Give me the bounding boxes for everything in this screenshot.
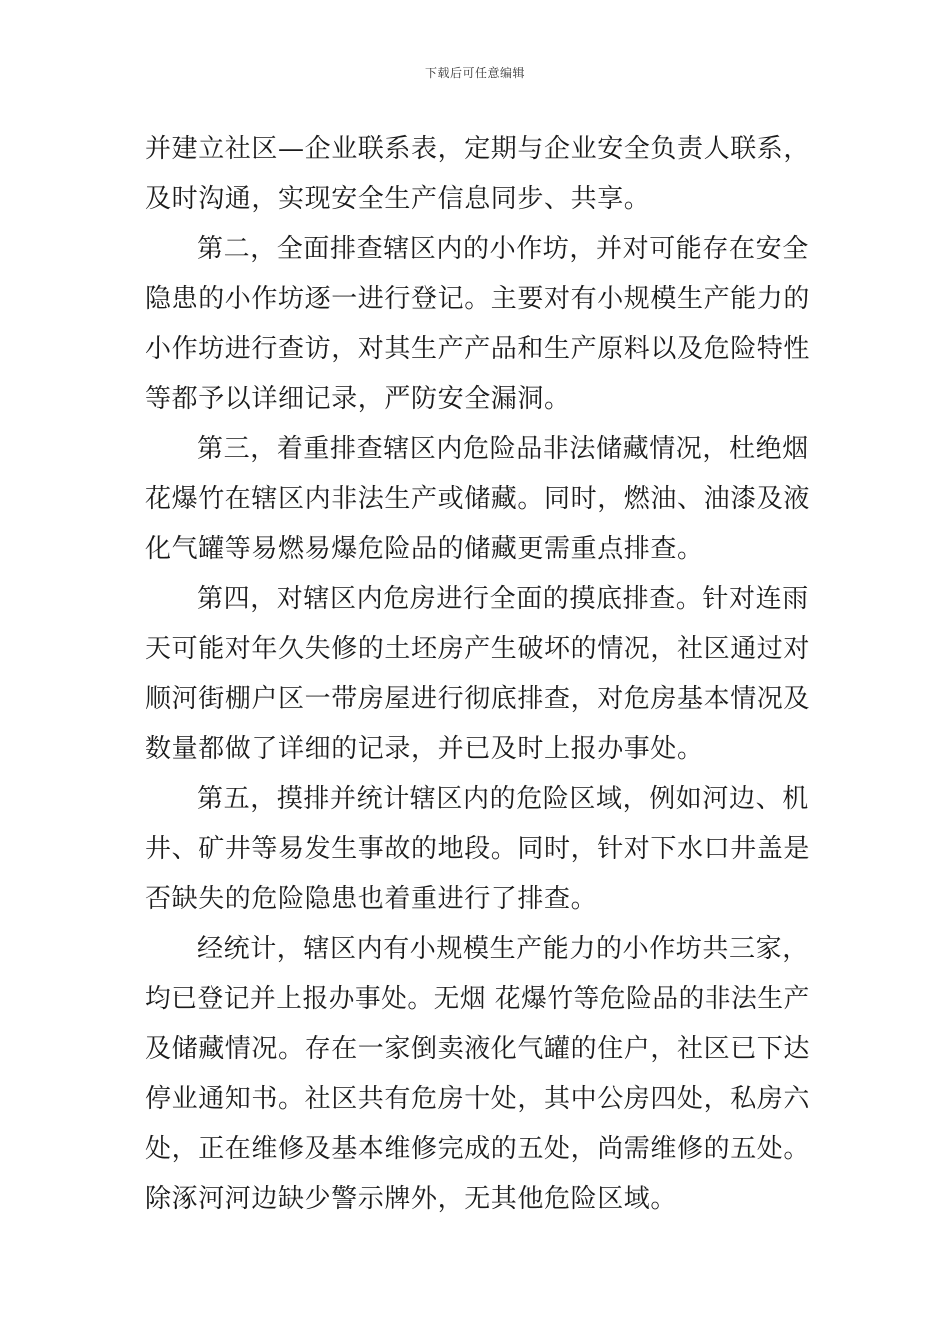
text-line: 井、矿井等易发生事故的地段。同时，针对下水口井盖是: [145, 834, 811, 864]
text-line: 花爆竹在辖区内非法生产或储藏。同时，燃油、油漆及液: [145, 484, 811, 514]
text-line: 数量都做了详细的记录，并已及时上报办事处。: [145, 734, 704, 764]
text-line: 均已登记并上报办事处。无烟 花爆竹等危险品的非法生产: [145, 984, 810, 1014]
text-line: 小作坊进行查访，对其生产产品和生产原料以及危险特性: [145, 334, 811, 364]
paragraph-start-line: 第二，全面排查辖区内的小作坊，并对可能存在安全: [197, 234, 809, 264]
text-line: 否缺失的危险隐患也着重进行了排查。: [145, 884, 598, 914]
text-line: 化气罐等易燃易爆危险品的储藏更需重点排查。: [145, 534, 704, 564]
text-line: 天可能对年久失修的土坯房产生破坏的情况，社区通过对: [145, 634, 811, 664]
page-header: 下载后可任意编辑: [424, 66, 525, 80]
text-line: 除涿河河边缺少警示牌外，无其他危险区域。: [145, 1184, 678, 1214]
paragraph-start-line: 经统计，辖区内有小规模生产能力的小作坊共三家，: [197, 934, 809, 964]
text-line: 顺河街棚户区一带房屋进行彻底排查，对危房基本情况及: [145, 684, 811, 714]
paragraph-start-line: 第四，对辖区内危房进行全面的摸底排查。针对连雨: [197, 584, 809, 614]
text-line: 隐患的小作坊逐一进行登记。主要对有小规模生产能力的: [145, 284, 811, 314]
paragraph-start-line: 第五，摸排并统计辖区内的危险区域，例如河边、机: [197, 784, 809, 814]
text-line: 及时沟通，实现安全生产信息同步、共享。: [145, 184, 651, 214]
paragraph-start-line: 第三，着重排查辖区内危险品非法储藏情况，杜绝烟: [197, 434, 809, 464]
text-line: 处，正在维修及基本维修完成的五处，尚需维修的五处。: [145, 1134, 811, 1164]
text-line: 并建立社区—企业联系表，定期与企业安全负责人联系，: [145, 134, 811, 164]
text-line: 等都予以详细记录，严防安全漏洞。: [145, 384, 571, 414]
text-line: 及储藏情况。存在一家倒卖液化气罐的住户，社区已下达: [145, 1034, 811, 1064]
text-line: 停业通知书。社区共有危房十处，其中公房四处，私房六: [145, 1084, 811, 1114]
